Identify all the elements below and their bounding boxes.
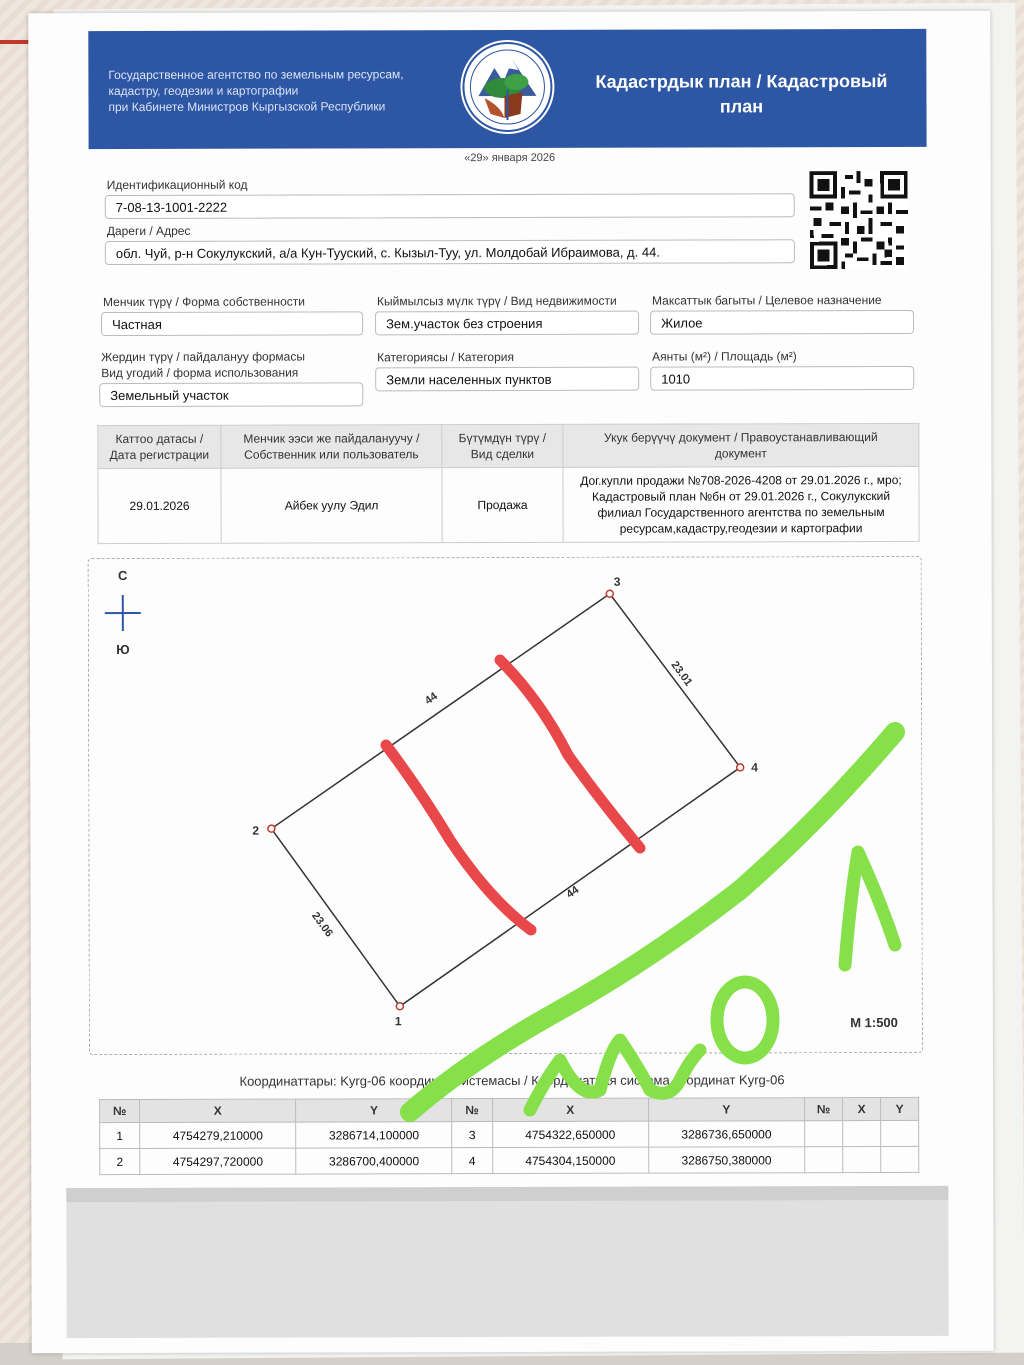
- ownership-label: Менчик түрү / Форма собственности: [102, 294, 305, 310]
- coord-header-x-1: X: [140, 1099, 296, 1122]
- vertex-2: [268, 825, 275, 832]
- area-label: Аянты (м²) / Площадь (м²): [652, 349, 797, 364]
- reg-deal-cell: Продажа: [442, 467, 563, 542]
- address-field: обл. Чуй, р-н Сокулукский, а/а Кун-Тууский, с. Кызыл-Туу, ул. Молдобай Ибраимова, д. 44.: [105, 239, 795, 265]
- footer-strip: [66, 1186, 948, 1202]
- coord-x: 4754297,720000: [140, 1148, 296, 1174]
- category-label: Категориясы / Категория: [377, 349, 514, 365]
- vertex-4: [737, 764, 744, 771]
- coord-no: 4: [452, 1148, 492, 1174]
- address-label: Дареги / Адрес: [106, 223, 191, 239]
- reg-document-cell: Дог.купли продажи №708-2026-4208 от 29.01.2026 г., мро; Кадастровый план №бн от 29.01.2026 г., Сокулукский филиал Государственного агентства по земельным ресурсам,кадастру,геодезии и картографии: [563, 466, 919, 542]
- redacted-footer: [66, 1186, 948, 1338]
- reg-document-header: Укук берүүчү документ / Правоустанавливающий документ: [563, 423, 919, 467]
- side-2-3-length: 44: [422, 690, 440, 708]
- coord-empty: [843, 1121, 881, 1147]
- document-header: [88, 29, 926, 149]
- agency-emblem: [460, 40, 554, 134]
- coord-x: 4754279,210000: [140, 1122, 296, 1148]
- purpose-field: Жилое: [650, 310, 914, 335]
- coord-empty: [843, 1147, 881, 1173]
- plot-plan-area: [88, 556, 923, 1055]
- coord-x: 4754304,150000: [492, 1147, 648, 1173]
- vertex-1-label: 1: [394, 1014, 402, 1029]
- vertex-4-label: 4: [751, 760, 758, 775]
- land-use-field: Земельный участок: [99, 382, 363, 407]
- coord-y: 3286714,100000: [296, 1122, 452, 1148]
- coordinates-title: Координаттары: Kyrg-06 координат системасы / Координатная система координат Kyrg-06: [239, 1072, 785, 1089]
- cadastral-plan-sheet: [28, 11, 994, 1354]
- coord-header-y-1: Y: [296, 1099, 452, 1122]
- area-field: 1010: [650, 366, 914, 391]
- coordinates-header-row: [100, 1097, 919, 1122]
- coord-header-x-3: X: [843, 1098, 881, 1121]
- agency-name: Государственное агентство по земельным ресурсам, кадастру, геодезии и картографии при Кабинете Министров Кыргызской Республики: [108, 67, 404, 115]
- land-use-label: Жердин түрү / пайдалануу формасы Вид угодий / форма использования: [101, 349, 305, 381]
- coord-header-y-2: Y: [648, 1098, 804, 1121]
- coord-header-no-2: №: [452, 1099, 492, 1122]
- ownership-field: Частная: [101, 311, 363, 336]
- coordinates-table: [99, 1097, 919, 1175]
- reg-date-cell: 29.01.2026: [98, 468, 221, 543]
- document-date: «29» января 2026: [464, 151, 556, 165]
- plot-boundary: [271, 593, 741, 1006]
- id-code-field: 7-08-13-1001-2222: [105, 193, 795, 219]
- coord-empty: [881, 1146, 919, 1172]
- coord-empty: [805, 1147, 843, 1173]
- property-type-field: Зем.участок без строения: [375, 311, 639, 336]
- id-code-label: Идентификационный код: [106, 177, 248, 193]
- coord-x: 4754322,650000: [492, 1121, 648, 1147]
- north-label: С: [118, 568, 128, 584]
- plot-plan-drawing: [89, 557, 922, 1054]
- reg-date-header: Каттоо датасы / Дата регистрации: [98, 425, 221, 468]
- coord-header-no-3: №: [804, 1098, 842, 1121]
- reg-deal-header: Бүтүмдүн түрү / Вид сделки: [442, 424, 563, 467]
- side-4-1-length: 44: [564, 883, 582, 901]
- vertex-3-label: 3: [613, 574, 621, 589]
- south-label: Ю: [116, 641, 130, 658]
- reg-owner-header: Менчик ээси же пайдалануучу / Собственник или пользователь: [221, 425, 442, 469]
- coord-header-x-2: X: [492, 1098, 648, 1121]
- registration-header-row: [98, 423, 919, 468]
- coordinates-row: [100, 1146, 919, 1174]
- vertex-1: [396, 1003, 403, 1010]
- coord-empty: [804, 1121, 842, 1147]
- vertex-2-label: 2: [252, 823, 260, 838]
- north-arrow-icon: [105, 595, 141, 631]
- reg-owner-cell: Айбек уулу Эдил: [221, 468, 442, 544]
- side-3-4-length: 23.01: [668, 659, 695, 689]
- registration-row: [98, 466, 919, 543]
- coord-no: 3: [452, 1122, 492, 1148]
- purpose-label: Максаттык багыты / Целевое назначение: [651, 293, 882, 308]
- side-1-2-length: 23.06: [309, 910, 336, 940]
- coord-no: 1: [100, 1122, 140, 1148]
- plan-scale: М 1:500: [850, 1014, 898, 1031]
- vertex-3: [606, 590, 613, 597]
- emblem-icon: [460, 40, 554, 134]
- property-type-label: Кыймылсыз мүлк түрү / Вид недвижимости: [376, 293, 617, 309]
- coord-empty: [881, 1120, 919, 1146]
- coord-header-no-1: №: [100, 1099, 140, 1122]
- coord-y: 3286750,380000: [648, 1147, 804, 1173]
- qr-code: [807, 171, 911, 269]
- document-title: Кадастрдык план / Кадастровый план: [595, 71, 888, 117]
- coord-header-y-3: Y: [881, 1097, 919, 1120]
- category-field: Земли населенных пунктов: [375, 367, 639, 392]
- coord-no: 2: [100, 1148, 140, 1174]
- coordinates-row: [100, 1120, 919, 1148]
- coord-y: 3286700,400000: [296, 1148, 452, 1174]
- coord-y: 3286736,650000: [648, 1121, 804, 1147]
- registration-table: [97, 423, 919, 544]
